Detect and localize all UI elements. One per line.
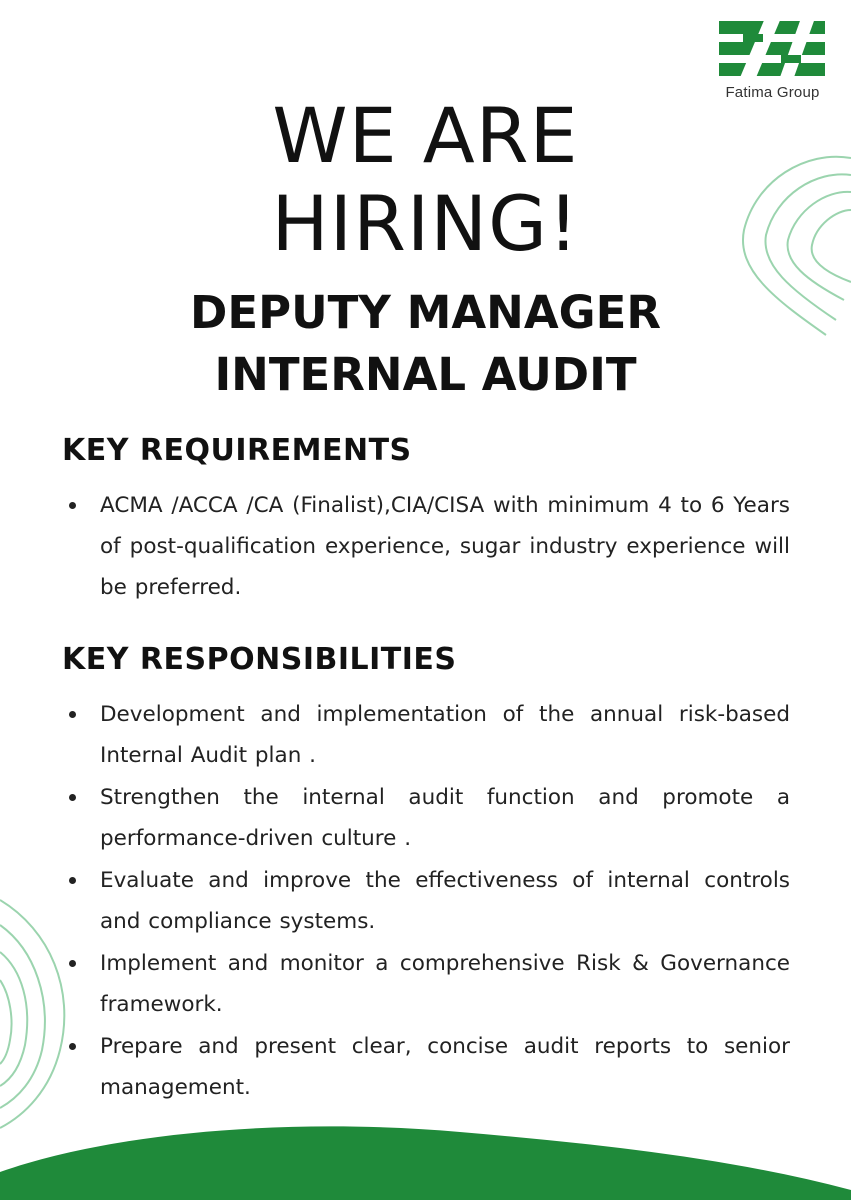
responsibilities-heading: KEY RESPONSIBILITIES [62, 642, 457, 677]
responsibility-text: Evaluate and improve the effectiveness of internal controls and compliance systems. [100, 868, 790, 934]
job-title-line-2: INTERNAL AUDIT [214, 348, 637, 401]
requirements-list [62, 485, 790, 608]
fatima-group-logo-icon [715, 18, 830, 80]
responsibility-text: Implement and monitor a comprehensive Risk & Governance framework. [100, 951, 790, 1017]
job-title-line-1: DEPUTY MANAGER [190, 286, 661, 339]
list-item [62, 694, 790, 776]
responsibility-text: Development and implementation of the annual risk-based Internal Audit plan . [100, 702, 790, 768]
requirement-text: ACMA /ACCA /CA (Finalist),CIA/CISA with minimum 4 to 6 Years of post-qualification experience, sugar industry experience will be preferred. [100, 493, 790, 600]
responsibility-text: Prepare and present clear, concise audit reports to senior management. [100, 1034, 790, 1100]
list-item [62, 943, 790, 1025]
responsibilities-list [62, 694, 790, 1109]
headline-line-2: HIRING! [271, 179, 580, 268]
requirements-heading: KEY REQUIREMENTS [62, 433, 412, 468]
responsibility-text: Strengthen the internal audit function and promote a performance-driven culture . [100, 785, 790, 851]
list-item [62, 485, 790, 608]
job-title [0, 282, 851, 406]
headline-line-1: WE ARE [272, 91, 579, 180]
list-item [62, 1026, 790, 1108]
bottom-wave-decoration [0, 1110, 851, 1200]
company-logo [715, 18, 830, 101]
hiring-headline [0, 92, 851, 268]
list-item [62, 860, 790, 942]
list-item [62, 777, 790, 859]
logo-text: Fatima Group [725, 84, 820, 101]
